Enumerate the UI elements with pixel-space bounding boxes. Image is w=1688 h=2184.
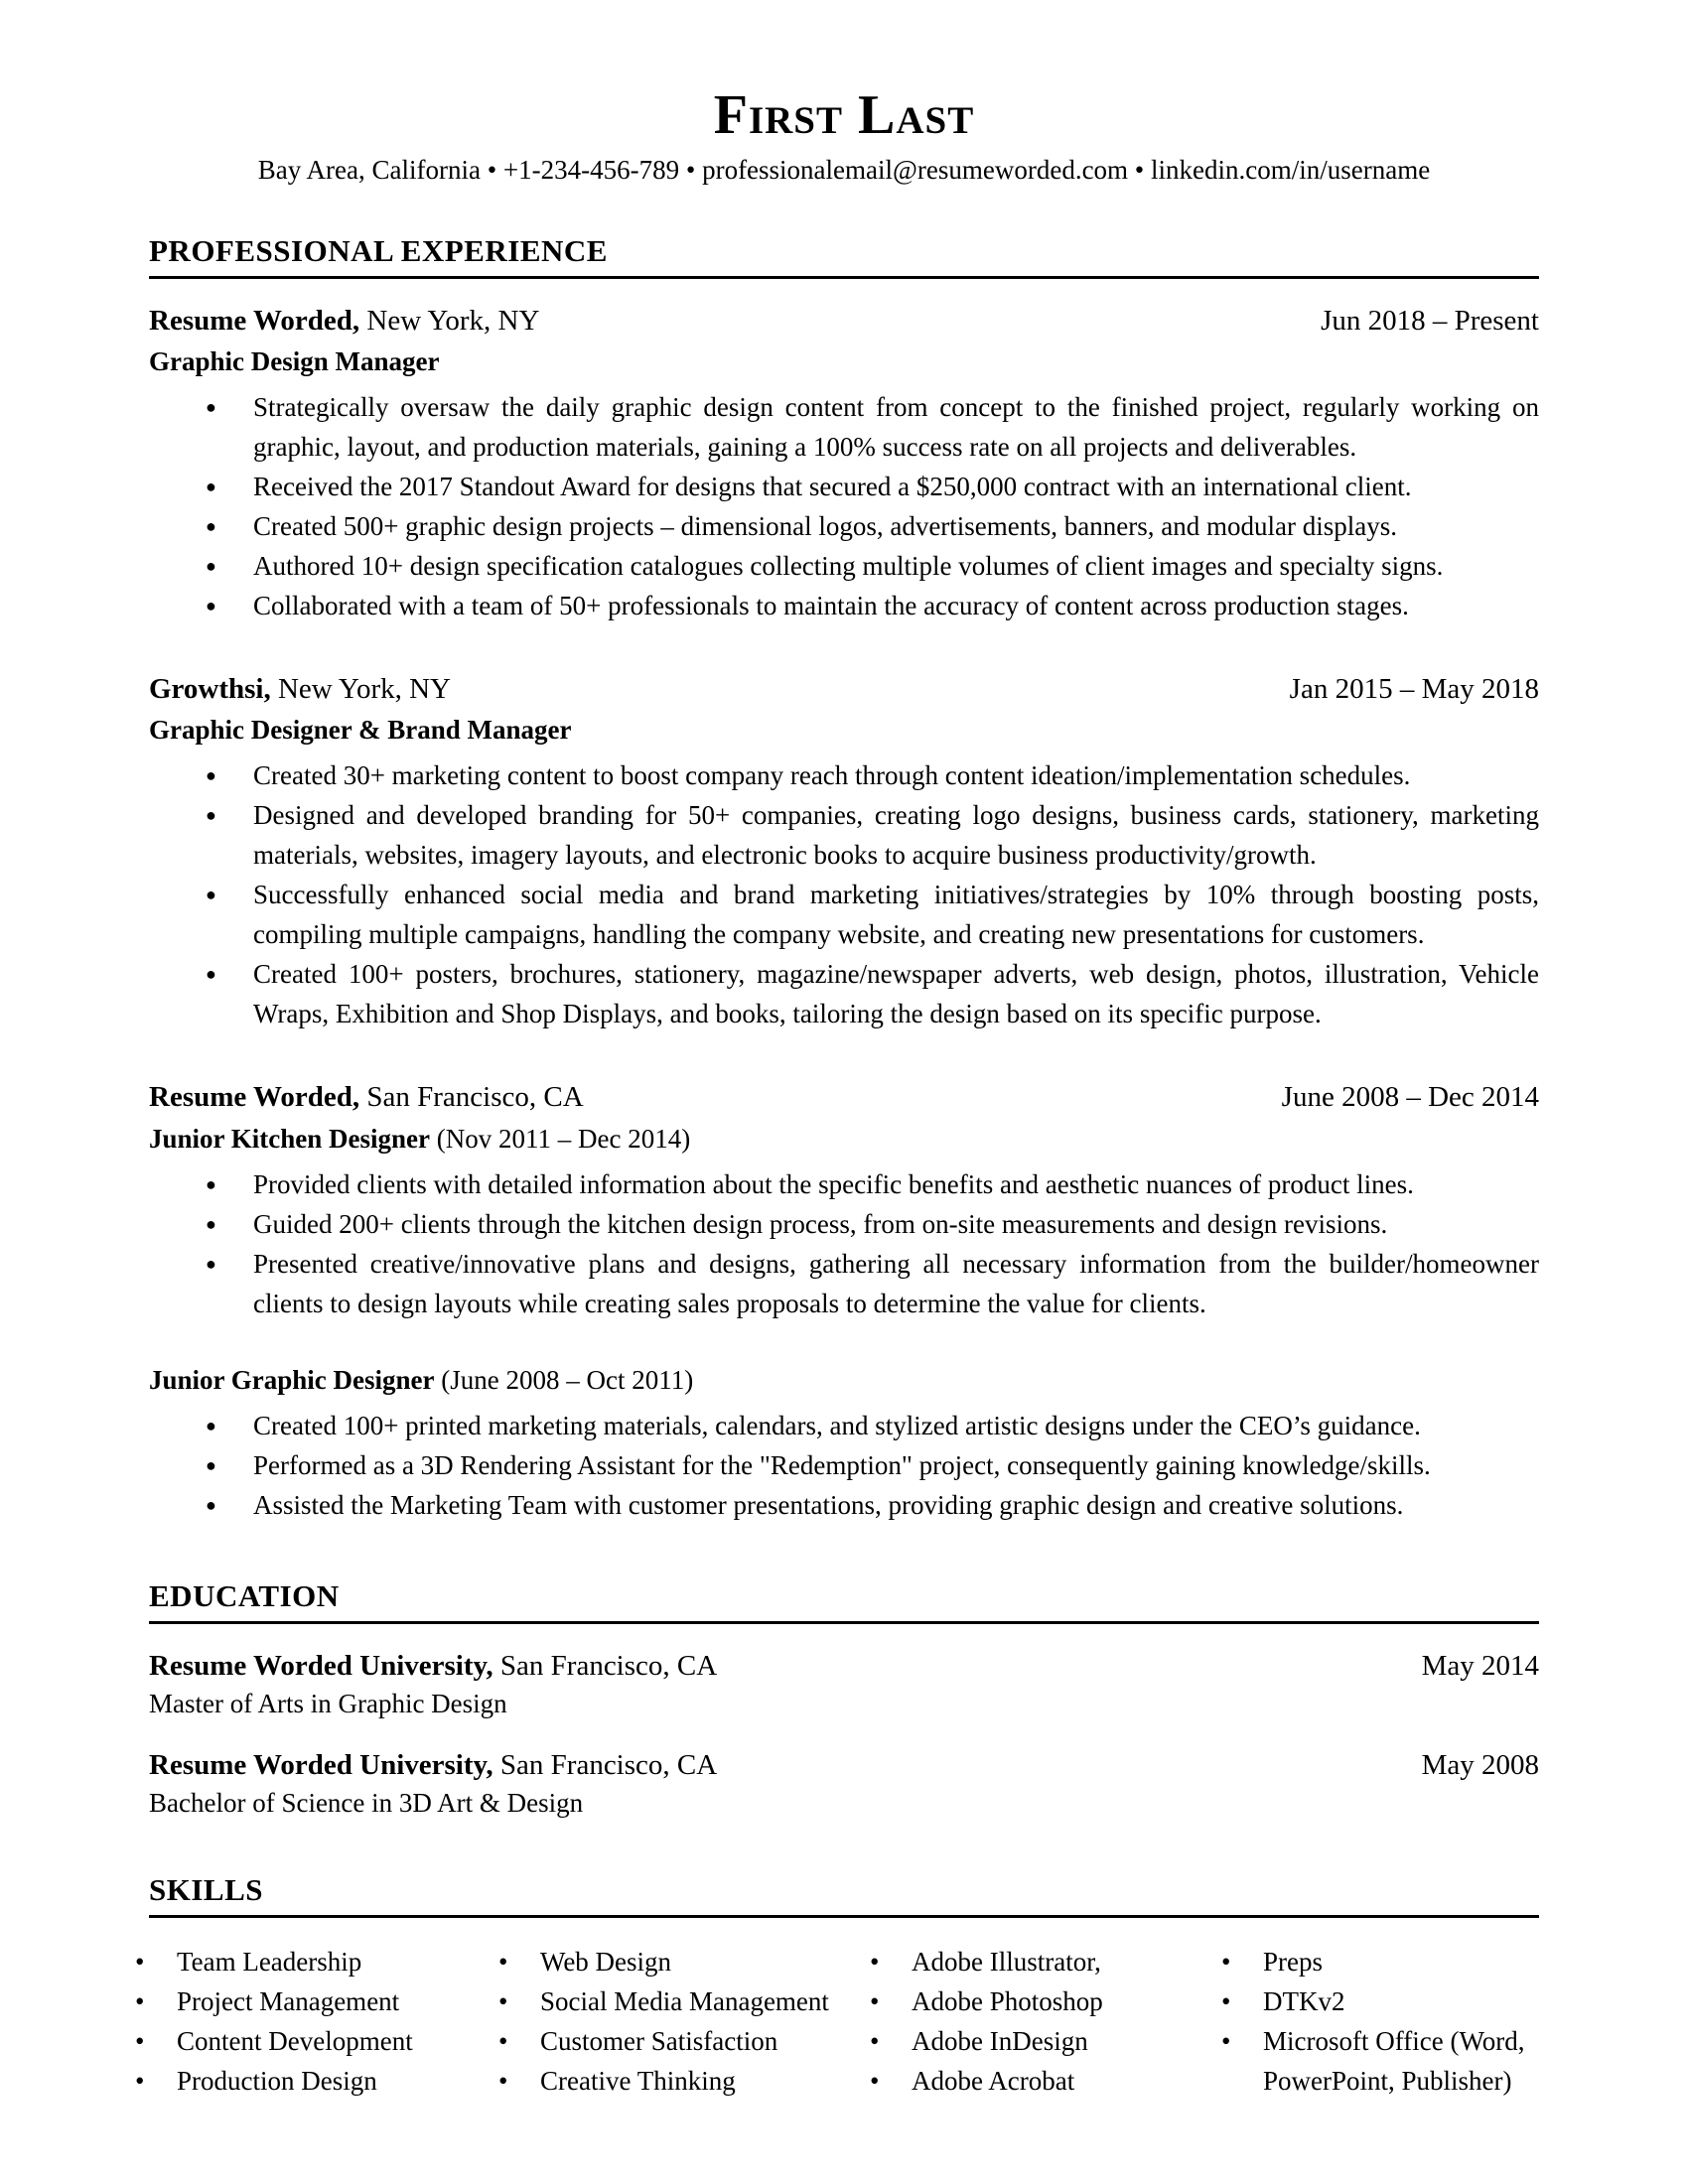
skill-item: • Production Design: [131, 2061, 494, 2101]
role-junior-kitchen-designer: [149, 1122, 1539, 1323]
job-header: [149, 671, 1539, 707]
bullet-item: ● Strategically oversaw the daily graphic design content from concept to the finished project, regularly working on graphic, layout, and production materials, gaining a 100% success rate on all projects and deliverables.: [149, 387, 1539, 467]
bullet-item: ● Guided 200+ clients through the kitchen design process, from on-site measurements and design revisions.: [149, 1204, 1539, 1244]
role-dates: (Nov 2011 – Dec 2014): [430, 1123, 691, 1154]
skills-column-3: [866, 1942, 1217, 2101]
job-company-location: [149, 303, 539, 339]
role-bullets: [149, 1164, 1539, 1323]
education-header: [149, 1648, 1539, 1684]
section-title-education: EDUCATION: [149, 1578, 1539, 1624]
job-location: New York, NY: [359, 304, 540, 337]
education-dates: May 2008: [1421, 1748, 1539, 1781]
role-bullets: [149, 387, 1539, 625]
education-entry: [149, 1648, 1539, 1719]
section-education: [149, 1578, 1539, 1820]
job-dates: Jun 2018 – Present: [1321, 304, 1539, 337]
skill-item: • Project Management: [131, 1981, 494, 2021]
school-name: Resume Worded University,: [149, 1748, 493, 1781]
bullet-item: ● Designed and developed branding for 50+ companies, creating logo designs, business cards, stationery, marketing materials, websites, imagery layouts, and electronic books to acquire business productivity/growth.: [149, 795, 1539, 875]
skill-item: • Adobe Acrobat: [866, 2061, 1217, 2101]
bullet-item: ● Successfully enhanced social media and brand marketing initiatives/strategies by 10% through boosting posts, compiling multiple campaigns, handling the company website, and creating new presentations for customers.: [149, 875, 1539, 954]
role-junior-graphic-designer: [149, 1363, 1539, 1525]
section-skills: [149, 1872, 1539, 2101]
job-company: Growthsi,: [149, 672, 271, 705]
degree: Master of Arts in Graphic Design: [149, 1688, 507, 1718]
education-header: [149, 1747, 1539, 1783]
skill-item: • Adobe Photoshop: [866, 1981, 1217, 2021]
school-name: Resume Worded University,: [149, 1649, 493, 1682]
job-header: [149, 1079, 1539, 1115]
role-title: Graphic Design Manager: [149, 345, 440, 376]
role-title: Junior Kitchen Designer: [149, 1123, 430, 1154]
skill-item: • Creative Thinking: [494, 2061, 866, 2101]
bullet-item: ● Performed as a 3D Rendering Assistant for the "Redemption" project, consequently gaining knowledge/skills.: [149, 1445, 1539, 1485]
resume-header: [149, 85, 1539, 186]
bullet-item: ● Created 100+ posters, brochures, stationery, magazine/newspaper adverts, web design, photos, illustration, Vehicle Wraps, Exhibition and Shop Displays, and books, tailoring the design based on its specific purpose.: [149, 954, 1539, 1033]
job-growthsi: [149, 671, 1539, 1033]
role-header: [149, 1122, 1539, 1157]
role-bullets: [149, 1406, 1539, 1525]
role: [149, 344, 1539, 625]
role-title: Junior Graphic Designer: [149, 1364, 435, 1395]
bullet-item: ● Collaborated with a team of 50+ professionals to maintain the accuracy of content across production stages.: [149, 586, 1539, 625]
section-title-experience: PROFESSIONAL EXPERIENCE: [149, 233, 1539, 279]
section-experience: [149, 233, 1539, 1525]
education-dates: May 2014: [1421, 1649, 1539, 1682]
candidate-name: First Last: [713, 84, 975, 146]
job-company: Resume Worded,: [149, 304, 360, 337]
bullet-item: ● Assisted the Marketing Team with customer presentations, providing graphic design and creative solutions.: [149, 1485, 1539, 1525]
role-header: [149, 1363, 1539, 1398]
skills-column-4: [1217, 1942, 1539, 2101]
bullet-item: ● Presented creative/innovative plans and designs, gathering all necessary information from the builder/homeowner clients to design layouts while creating sales proposals to determine the value for clients.: [149, 1244, 1539, 1323]
job-company: Resume Worded,: [149, 1081, 360, 1114]
skills-column-1: [131, 1942, 494, 2101]
role-bullets: [149, 755, 1539, 1033]
skill-item: • DTKv2: [1217, 1981, 1539, 2021]
role-header: [149, 344, 1539, 379]
job-resume-worded-ny: [149, 303, 1539, 625]
job-location: San Francisco, CA: [359, 1081, 584, 1114]
contact-line: Bay Area, California • +1-234-456-789 • professionalemail@resumeworded.com • linkedin.com/in/username: [257, 154, 1431, 185]
role-header: [149, 713, 1539, 748]
job-resume-worded-sf: [149, 1079, 1539, 1524]
bullet-item: ● Provided clients with detailed information about the specific benefits and aesthetic nuances of product lines.: [149, 1164, 1539, 1204]
education-entry: [149, 1747, 1539, 1819]
job-header: [149, 303, 1539, 339]
skill-item: • Web Design: [494, 1942, 866, 1981]
skill-item: • Team Leadership: [131, 1942, 494, 1981]
skills-grid: [131, 1942, 1539, 2101]
skill-item: • Content Development: [131, 2021, 494, 2061]
bullet-item: ● Created 500+ graphic design projects – dimensional logos, advertisements, banners, and modular displays.: [149, 506, 1539, 546]
job-dates: Jan 2015 – May 2018: [1289, 672, 1539, 705]
skill-item: • Adobe Illustrator,: [866, 1942, 1217, 1981]
section-title-skills: SKILLS: [149, 1872, 1539, 1918]
school-location: [149, 1648, 717, 1684]
skills-column-2: [494, 1942, 866, 2101]
role-title: Graphic Designer & Brand Manager: [149, 715, 572, 746]
bullet-item: ● Created 30+ marketing content to boost company reach through content ideation/implementation schedules.: [149, 755, 1539, 795]
degree: Bachelor of Science in 3D Art & Design: [149, 1788, 584, 1819]
skill-item: • Customer Satisfaction: [494, 2021, 866, 2061]
role: [149, 713, 1539, 1033]
role-dates: (June 2008 – Oct 2011): [434, 1364, 694, 1395]
school-city: San Francisco, CA: [492, 1649, 718, 1682]
job-company-location: [149, 671, 451, 707]
bullet-item: ● Created 100+ printed marketing materials, calendars, and stylized artistic designs under the CEO’s guidance.: [149, 1406, 1539, 1445]
job-company-location: [149, 1079, 584, 1115]
skill-item: • Adobe InDesign: [866, 2021, 1217, 2061]
school-city: San Francisco, CA: [492, 1748, 718, 1781]
skill-item: • Social Media Management: [494, 1981, 866, 2021]
skill-item: • Microsoft Office (Word, PowerPoint, Publisher): [1217, 2021, 1539, 2101]
job-location: New York, NY: [270, 672, 451, 705]
bullet-item: ● Authored 10+ design specification catalogues collecting multiple volumes of client images and specialty signs.: [149, 546, 1539, 586]
bullet-item: ● Received the 2017 Standout Award for designs that secured a $250,000 contract with an international client.: [149, 467, 1539, 506]
skill-item: • Preps: [1217, 1942, 1539, 1981]
job-dates: June 2008 – Dec 2014: [1281, 1081, 1539, 1114]
school-location: [149, 1747, 717, 1783]
